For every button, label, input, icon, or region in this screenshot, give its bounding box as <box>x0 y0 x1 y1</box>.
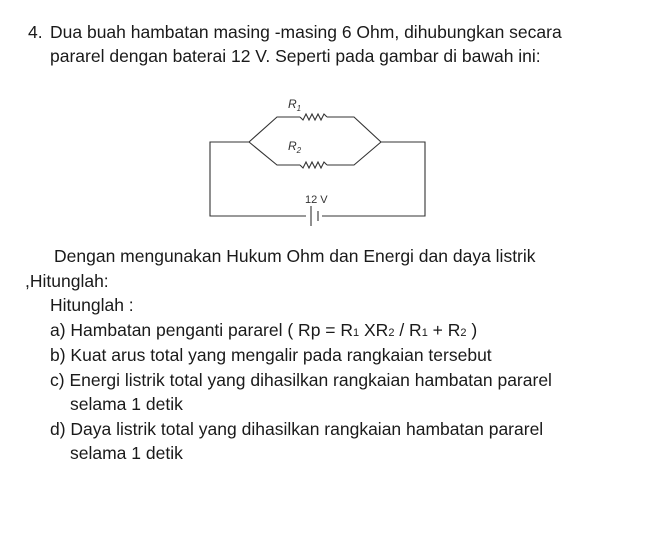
instruction-line-3: Hitunglah : <box>50 295 134 315</box>
r2-label: $R_2$ <box>288 139 302 155</box>
intro-line-2: pararel dengan baterai 12 V. Seperti pada gambar di bawah ini: <box>50 46 541 66</box>
left-wire <box>210 142 306 216</box>
parallel-circuit-diagram <box>200 90 440 230</box>
intro-line-1: Dua buah hambatan masing -masing 6 Ohm, dihubungkan secara <box>50 22 562 42</box>
item-a: a) Hambatan penganti pararel ( Rp = R1 XR2 / R1 + R2 ) <box>50 320 478 340</box>
resistor-r1 <box>300 114 327 120</box>
right-wire <box>322 142 425 216</box>
item-c-line-2: selama 1 detik <box>70 394 183 414</box>
item-d-line-1: d) Daya listrik total yang dihasilkan rangkaian hambatan pararel <box>50 419 544 439</box>
item-c-line-1: c) Energi listrik total yang dihasilkan rangkaian hambatan pararel <box>50 370 552 390</box>
question-number: 4. <box>28 22 43 42</box>
item-b: b) Kuat arus total yang mengalir pada rangkaian tersebut <box>50 345 492 365</box>
r1-label: $R_1$ <box>288 97 302 113</box>
instruction-line-1: Dengan mengunakan Hukum Ohm dan Energi dan daya listrik <box>54 246 536 266</box>
battery-voltage-label: 12 V <box>305 194 328 206</box>
item-d-line-2: selama 1 detik <box>70 443 183 463</box>
instruction-line-2: ,Hitunglah: <box>25 271 109 291</box>
resistor-r2 <box>300 162 327 168</box>
